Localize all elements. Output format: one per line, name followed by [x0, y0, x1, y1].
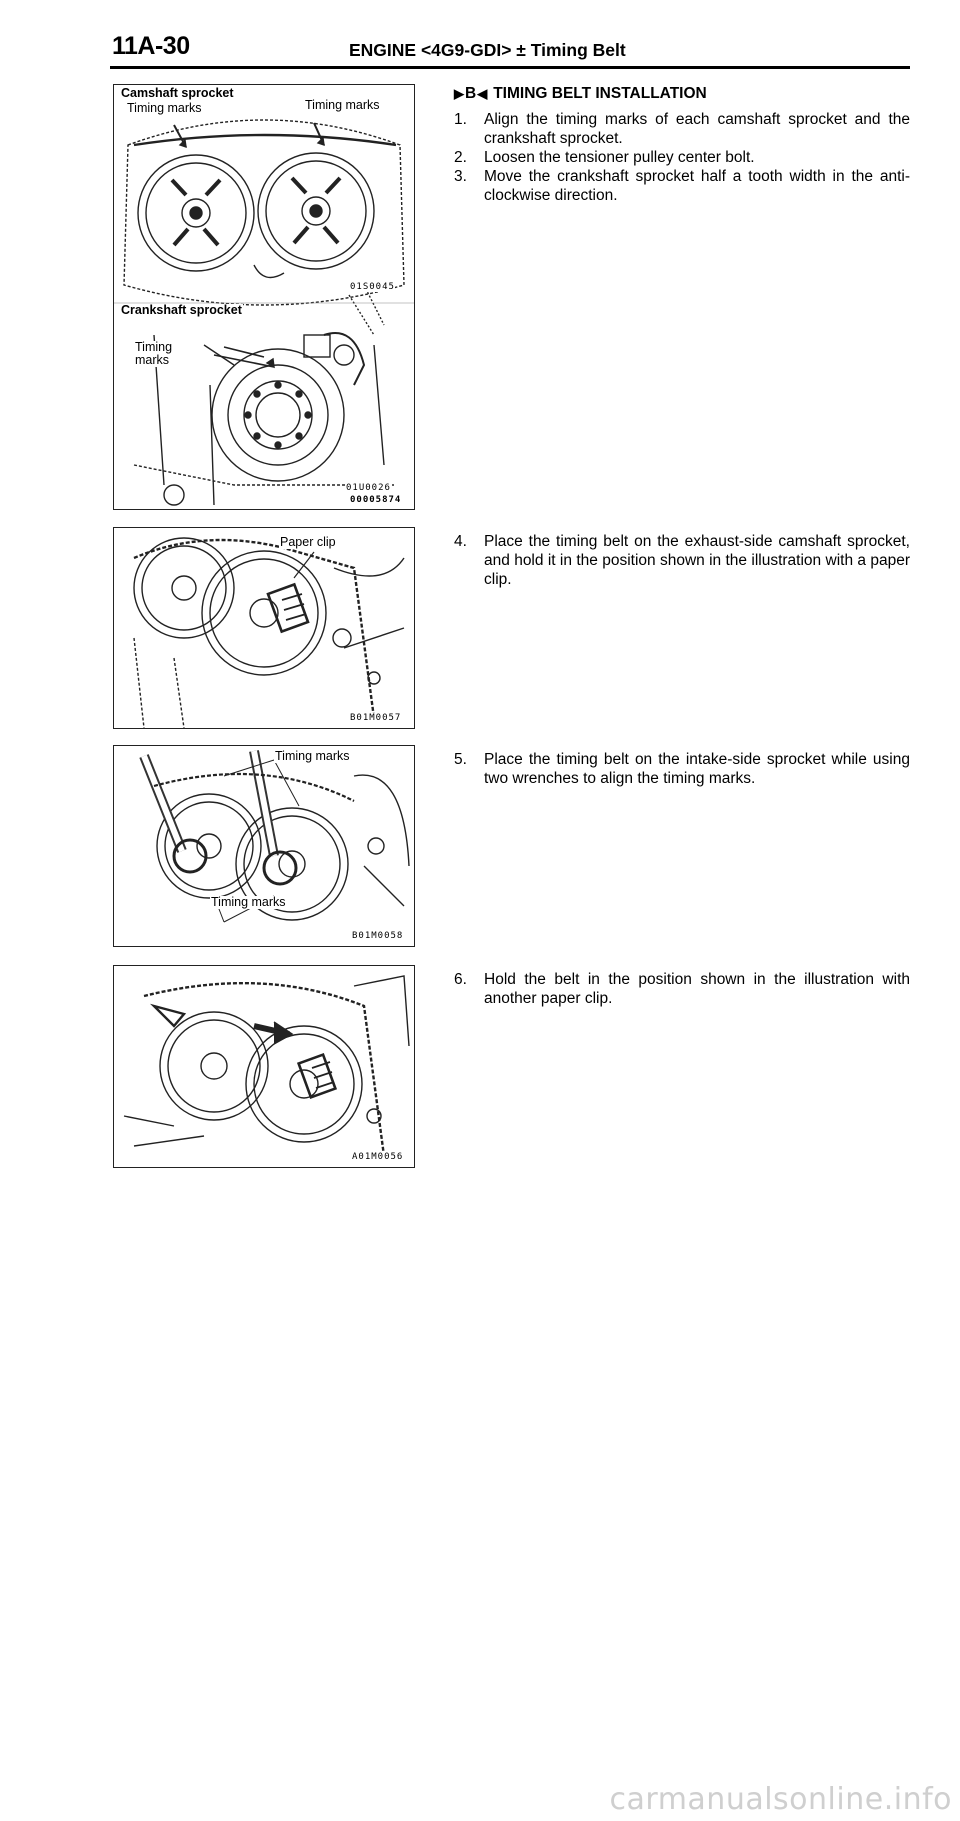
instructions-step-5 — [454, 750, 910, 788]
right-triangle-icon: ▶ — [454, 86, 464, 101]
paper-clip-label: Paper clip — [280, 535, 336, 549]
step-item — [454, 532, 910, 589]
figure-code: B01M0057 — [350, 713, 402, 723]
timing-marks-label-line2: marks — [135, 353, 170, 367]
step-number: 2. — [454, 149, 467, 166]
figure-sprocket-timing-marks — [113, 84, 415, 510]
figure-wrenches — [113, 745, 415, 947]
step-item — [454, 750, 910, 788]
step-number: 5. — [454, 751, 467, 768]
step-number: 1. — [454, 111, 467, 128]
footer-watermark: carmanualsonline.info — [609, 1782, 952, 1817]
section-title: TIMING BELT INSTALLATION — [493, 85, 707, 102]
sprocket-illustration — [114, 85, 414, 509]
step-item — [454, 148, 910, 167]
instructions-section — [454, 84, 910, 205]
figure-code: A01M0056 — [352, 1152, 404, 1162]
timing-marks-label-left: Timing marks — [127, 101, 202, 115]
step-number: 6. — [454, 971, 467, 988]
step-number: 3. — [454, 168, 467, 185]
wrenches-illustration — [114, 746, 414, 946]
instructions-step-4 — [454, 532, 910, 589]
crankshaft-sprocket-label: Crankshaft sprocket — [121, 303, 242, 317]
figure-paper-clip — [113, 527, 415, 729]
step-item — [454, 110, 910, 148]
figure-code: 01U0026 — [346, 483, 391, 493]
step-text: Hold the belt in the position shown in the illustration with another paper clip. — [484, 971, 910, 1007]
second-paper-clip-illustration — [114, 966, 414, 1167]
step-number: 4. — [454, 533, 467, 550]
instructions-step-6 — [454, 970, 910, 1008]
figure-code: 01S0045 — [350, 282, 395, 292]
step-text: Move the crankshaft sprocket half a tooth width in the anti-clockwise direction. — [484, 168, 910, 204]
figure-second-paper-clip — [113, 965, 415, 1168]
camshaft-sprocket-label: Camshaft sprocket — [121, 86, 234, 100]
step-text: Loosen the tensioner pulley center bolt. — [484, 149, 755, 166]
step-text: Place the timing belt on the intake-side sprocket while using two wrenches to align the timing marks. — [484, 751, 910, 787]
timing-marks-label-top: Timing marks — [275, 749, 350, 763]
timing-marks-label-right: Timing marks — [305, 98, 380, 112]
section-letter: B — [465, 85, 477, 102]
timing-marks-label-line1: Timing — [135, 340, 173, 354]
page-title: ENGINE <4G9-GDI> ± Timing Belt — [349, 40, 626, 60]
step-text: Align the timing marks of each camshaft sprocket and the crankshaft sprocket. — [484, 111, 910, 147]
step-item — [454, 167, 910, 205]
left-triangle-icon: ◀ — [477, 86, 488, 101]
section-heading — [454, 84, 910, 103]
figure-code: 00005874 — [350, 495, 402, 505]
step-text: Place the timing belt on the exhaust-side camshaft sprocket, and hold it in the position shown in the illustration with a paper clip. — [484, 533, 910, 588]
figure-code: B01M0058 — [352, 931, 404, 941]
page-number: 11A-30 — [112, 32, 190, 60]
paper-clip-illustration — [114, 528, 414, 728]
timing-marks-label-bottom: Timing marks — [211, 895, 286, 909]
header-rule — [110, 66, 910, 69]
step-item — [454, 970, 910, 1008]
